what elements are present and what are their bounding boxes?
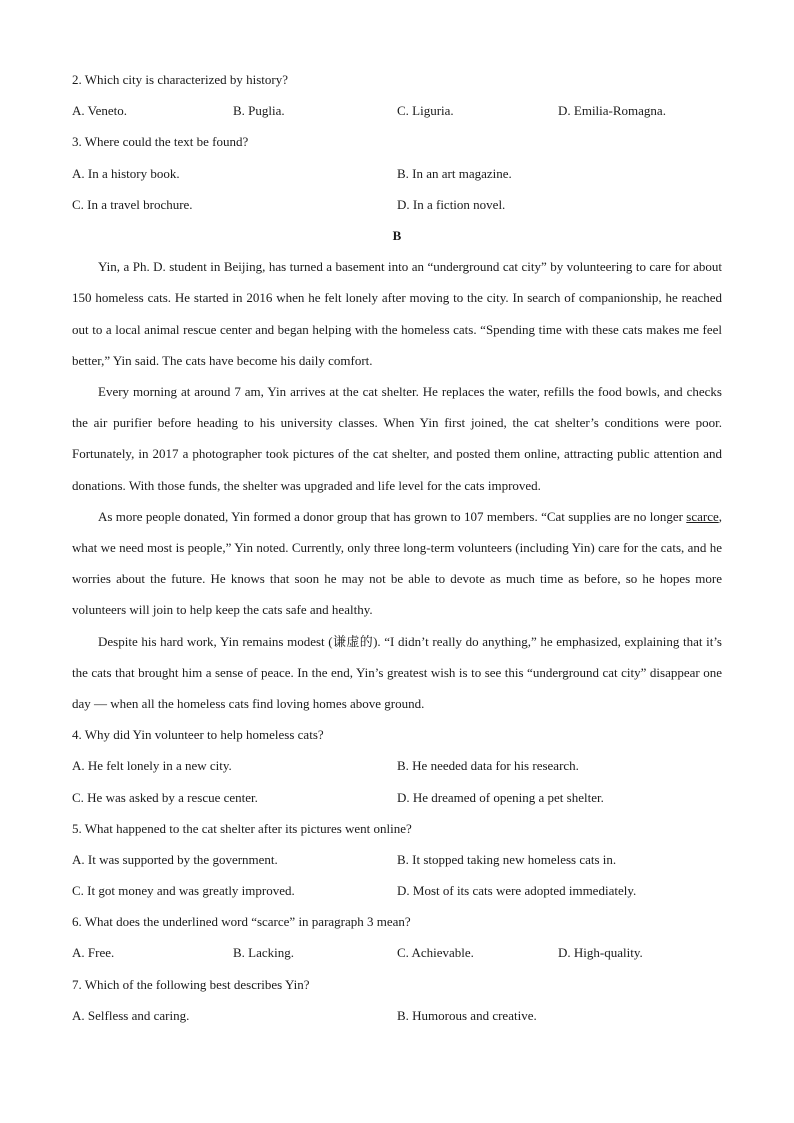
option-b: B. He needed data for his research. <box>397 758 579 774</box>
question-3-options-row-1 <box>72 158 722 189</box>
question-7-options-row-1 <box>72 1000 722 1031</box>
option-c: C. It got money and was greatly improved. <box>72 883 295 899</box>
question-3-options-row-2 <box>72 189 722 220</box>
question-6-options <box>72 937 722 968</box>
option-a: A. Veneto. <box>72 103 128 119</box>
option-d: D. He dreamed of opening a pet shelter. <box>397 789 604 805</box>
question-4-options-row-1 <box>72 750 722 781</box>
option-b: B. Humorous and creative. <box>397 1007 537 1023</box>
option-b: B. Lacking. <box>233 945 295 961</box>
passage-paragraph-1: Yin, a Ph. D. student in Beijing, has turned a basement into an “underground cat city” by volunteering to care for about 150 homeless cats. He started in 2016 when he felt lonely after moving to the city. In search of companionship, he reached out to a local animal rescue center and began helping with the homeless cats. “Spending time with these cats makes me feel better,” Yin said. The cats have become his daily comfort. <box>72 259 722 368</box>
option-d: D. In a fiction novel. <box>397 196 506 212</box>
option-c: C. In a travel brochure. <box>72 196 193 212</box>
option-c: C. Achievable. <box>397 945 474 961</box>
question-5-options-row-1 <box>72 844 722 875</box>
option-c: C. Liguria. <box>397 103 454 119</box>
option-b: B. Puglia. <box>233 103 285 119</box>
question-2-options <box>72 95 722 126</box>
option-b: B. It stopped taking new homeless cats in. <box>397 851 617 867</box>
underlined-word-scarce: scarce <box>686 508 719 524</box>
question-2: 2. Which city is characterized by history? <box>72 72 288 87</box>
question-6: 6. What does the underlined word “scarce” in paragraph 3 mean? <box>72 914 411 930</box>
option-a: A. In a history book. <box>72 165 180 181</box>
question-5: 5. What happened to the cat shelter after its pictures went online? <box>72 820 412 836</box>
option-a: A. He felt lonely in a new city. <box>72 758 232 774</box>
section-b-heading: B <box>392 227 402 243</box>
question-4-options-row-2 <box>72 782 722 813</box>
option-d: D. High-quality. <box>558 945 643 961</box>
exam-page <box>72 64 722 1031</box>
option-d: D. Most of its cats were adopted immediately. <box>397 883 637 899</box>
question-5-options-row-2 <box>72 875 722 906</box>
question-7: 7. Which of the following best describes Yin? <box>72 976 310 992</box>
option-a: A. Free. <box>72 945 115 961</box>
question-4: 4. Why did Yin volunteer to help homeless cats? <box>72 727 324 743</box>
option-d: D. Emilia-Romagna. <box>558 103 666 119</box>
option-c: C. He was asked by a rescue center. <box>72 789 258 805</box>
passage-paragraph-4: Despite his hard work, Yin remains modest (谦虚的). “I didn’t really do anything,” he emphasized, explaining that it’s the cats that brought him a sense of peace. In the end, Yin’s greatest wish is to see this “underground cat city” disappear one day — when all the homeless cats find loving homes above ground. <box>72 633 722 711</box>
option-b: B. In an art magazine. <box>397 165 512 181</box>
option-a: A. It was supported by the government. <box>72 851 278 867</box>
paragraph-3-rest: , what we need most is people,” Yin noted. Currently, only three long-term volunteers (including Yin) care for the cats, and he worries about the future. He knows that soon he may not be able to devote as much time as before, so he hopes more volunteers will join to help keep the cats safe and healthy. <box>72 508 722 618</box>
paragraph-3-lead: As more people donated, Yin formed a donor group that has grown to 107 members. “Cat supplies are no longer <box>98 508 687 524</box>
question-3: 3. Where could the text be found? <box>72 134 249 150</box>
option-a: A. Selfless and caring. <box>72 1007 190 1023</box>
passage-paragraph-2: Every morning at around 7 am, Yin arrives at the cat shelter. He replaces the water, refills the food bowls, and checks the air purifier before heading to his university classes. When Yin first joined, the cat shelter’s conditions were poor. Fortunately, in 2017 a photographer took pictures of the cat shelter, and posted them online, attracting public attention and donations. With those funds, the shelter was upgraded and life level for the cats improved. <box>72 383 722 493</box>
passage-paragraph-3 <box>72 501 722 626</box>
